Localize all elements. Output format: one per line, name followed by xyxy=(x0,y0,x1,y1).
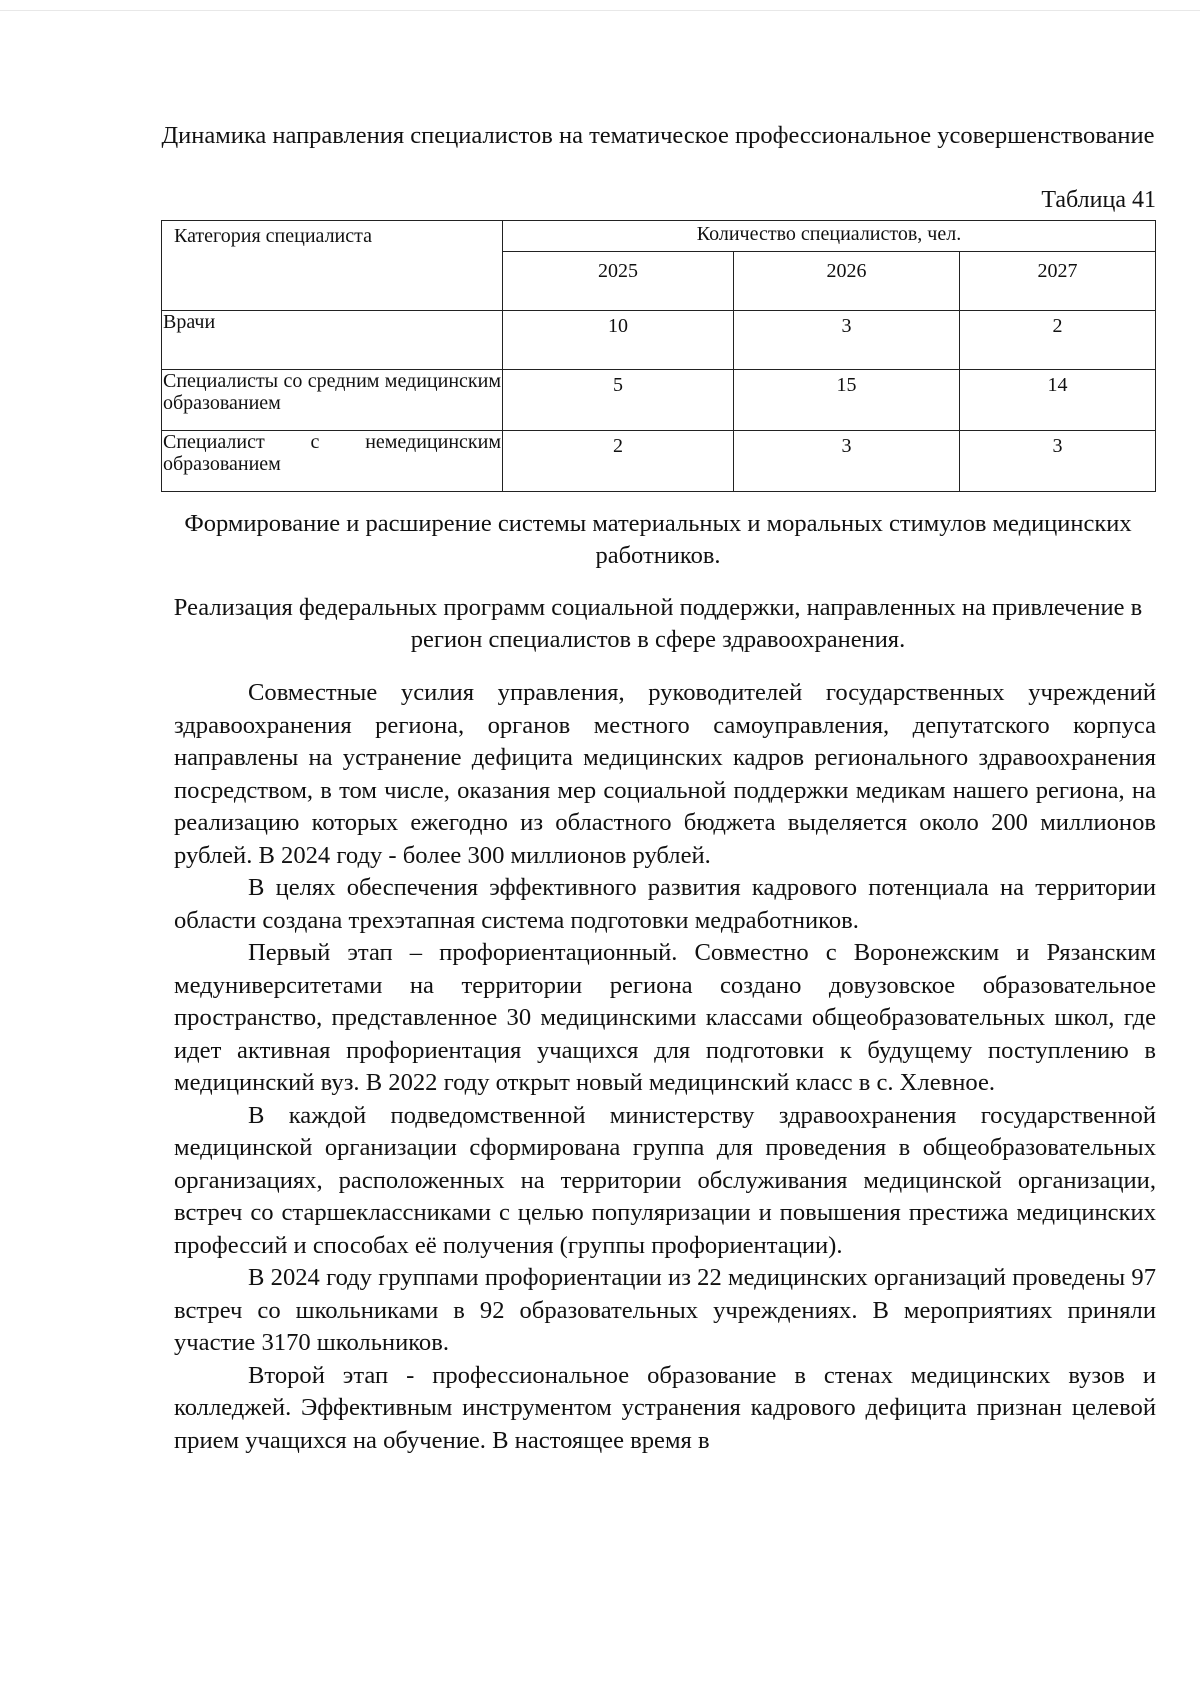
specialists-table xyxy=(161,220,1156,492)
category-cell: Специалисты со средним медицинским образованием xyxy=(162,370,503,431)
paragraph: В целях обеспечения эффективного развития кадрового потенциала на территории области создана трехэтапная система подготовки медработников. xyxy=(174,874,1156,934)
table-title: Динамика направления специалистов на тематическое профессиональное усовершенствование xyxy=(161,122,1155,149)
value-cell: 3 xyxy=(734,311,960,370)
value-cell: 10 xyxy=(503,311,734,370)
table-row xyxy=(162,311,1156,370)
value-cell: 5 xyxy=(503,370,734,431)
table-number: Таблица 41 xyxy=(1041,187,1156,213)
value-cell: 15 xyxy=(734,370,960,431)
paragraph: В 2024 году группами профориентации из 22 медицинских организаций проведены 97 встреч со школьниками в 92 образовательных учреждениях. В мероприятиях приняли участие 3170 школьников. xyxy=(174,1264,1156,1356)
category-cell: Врачи xyxy=(162,311,503,370)
stimuli-section-title: Формирование и расширение системы материальных и моральных стимулов медицинских работников. xyxy=(184,510,1132,569)
paragraph: Второй этап - профессиональное образование в стенах медицинских вузов и колледжей. Эффективным инструментом устранения кадрового дефицита признан целевой прием учащихся на обучение. В настоящее время в xyxy=(174,1361,1156,1454)
category-cell: Специалист с немедицинским образованием xyxy=(162,431,503,492)
year-header: 2025 xyxy=(503,252,734,311)
paragraph: Совместные усилия управления, руководителей государственных учреждений здравоохранения региона, органов местного самоуправления, депутатского корпуса направлены на устранение дефицита медицинских кадров регионального здравоохранения посредством, в том числе, оказания мер социальной поддержки медикам нашего региона, на реализацию которых ежегодно из областного бюджета выделяется около 200 миллионов рублей. В 2024 году - более 300 миллионов рублей. xyxy=(174,679,1156,869)
table-row xyxy=(162,370,1156,431)
value-cell: 2 xyxy=(503,431,734,492)
category-header: Категория специалиста xyxy=(162,221,503,311)
paragraph: В каждой подведомственной министерству здравоохранения государственной медицинской организации сформирована группа для проведения в общеобразовательных организациях, расположенных на территории обслуживания медицинской организации, встреч со старшеклассниками с целью популяризации и повышения престижа медицинских профессий и способах её получения (группы профориентации). xyxy=(174,1101,1156,1259)
body-text xyxy=(174,677,1156,1457)
paragraph: Первый этап – профориентационный. Совместно с Воронежским и Рязанским медуниверситетами на территории региона создано довузовское образовательное пространство, представленное 30 медицинскими классами общеобразовательных школ, где идет активная профориентация учащихся для подготовки к будущему поступлению в медицинский вуз. В 2022 году открыт новый медицинский класс в с. Хлевное. xyxy=(174,939,1156,1096)
quantity-header: Количество специалистов, чел. xyxy=(503,221,1156,252)
programs-section-title: Реализация федеральных программ социальной поддержки, направленных на привлечение в регион специалистов в сфере здравоохранения. xyxy=(173,594,1143,653)
table-row xyxy=(162,431,1156,492)
year-header: 2026 xyxy=(734,252,960,311)
value-cell: 3 xyxy=(734,431,960,492)
page-edge-line xyxy=(0,10,1200,11)
value-cell: 3 xyxy=(960,431,1156,492)
value-cell: 14 xyxy=(960,370,1156,431)
value-cell: 2 xyxy=(960,311,1156,370)
year-header: 2027 xyxy=(960,252,1156,311)
table-header-row xyxy=(162,221,1156,252)
